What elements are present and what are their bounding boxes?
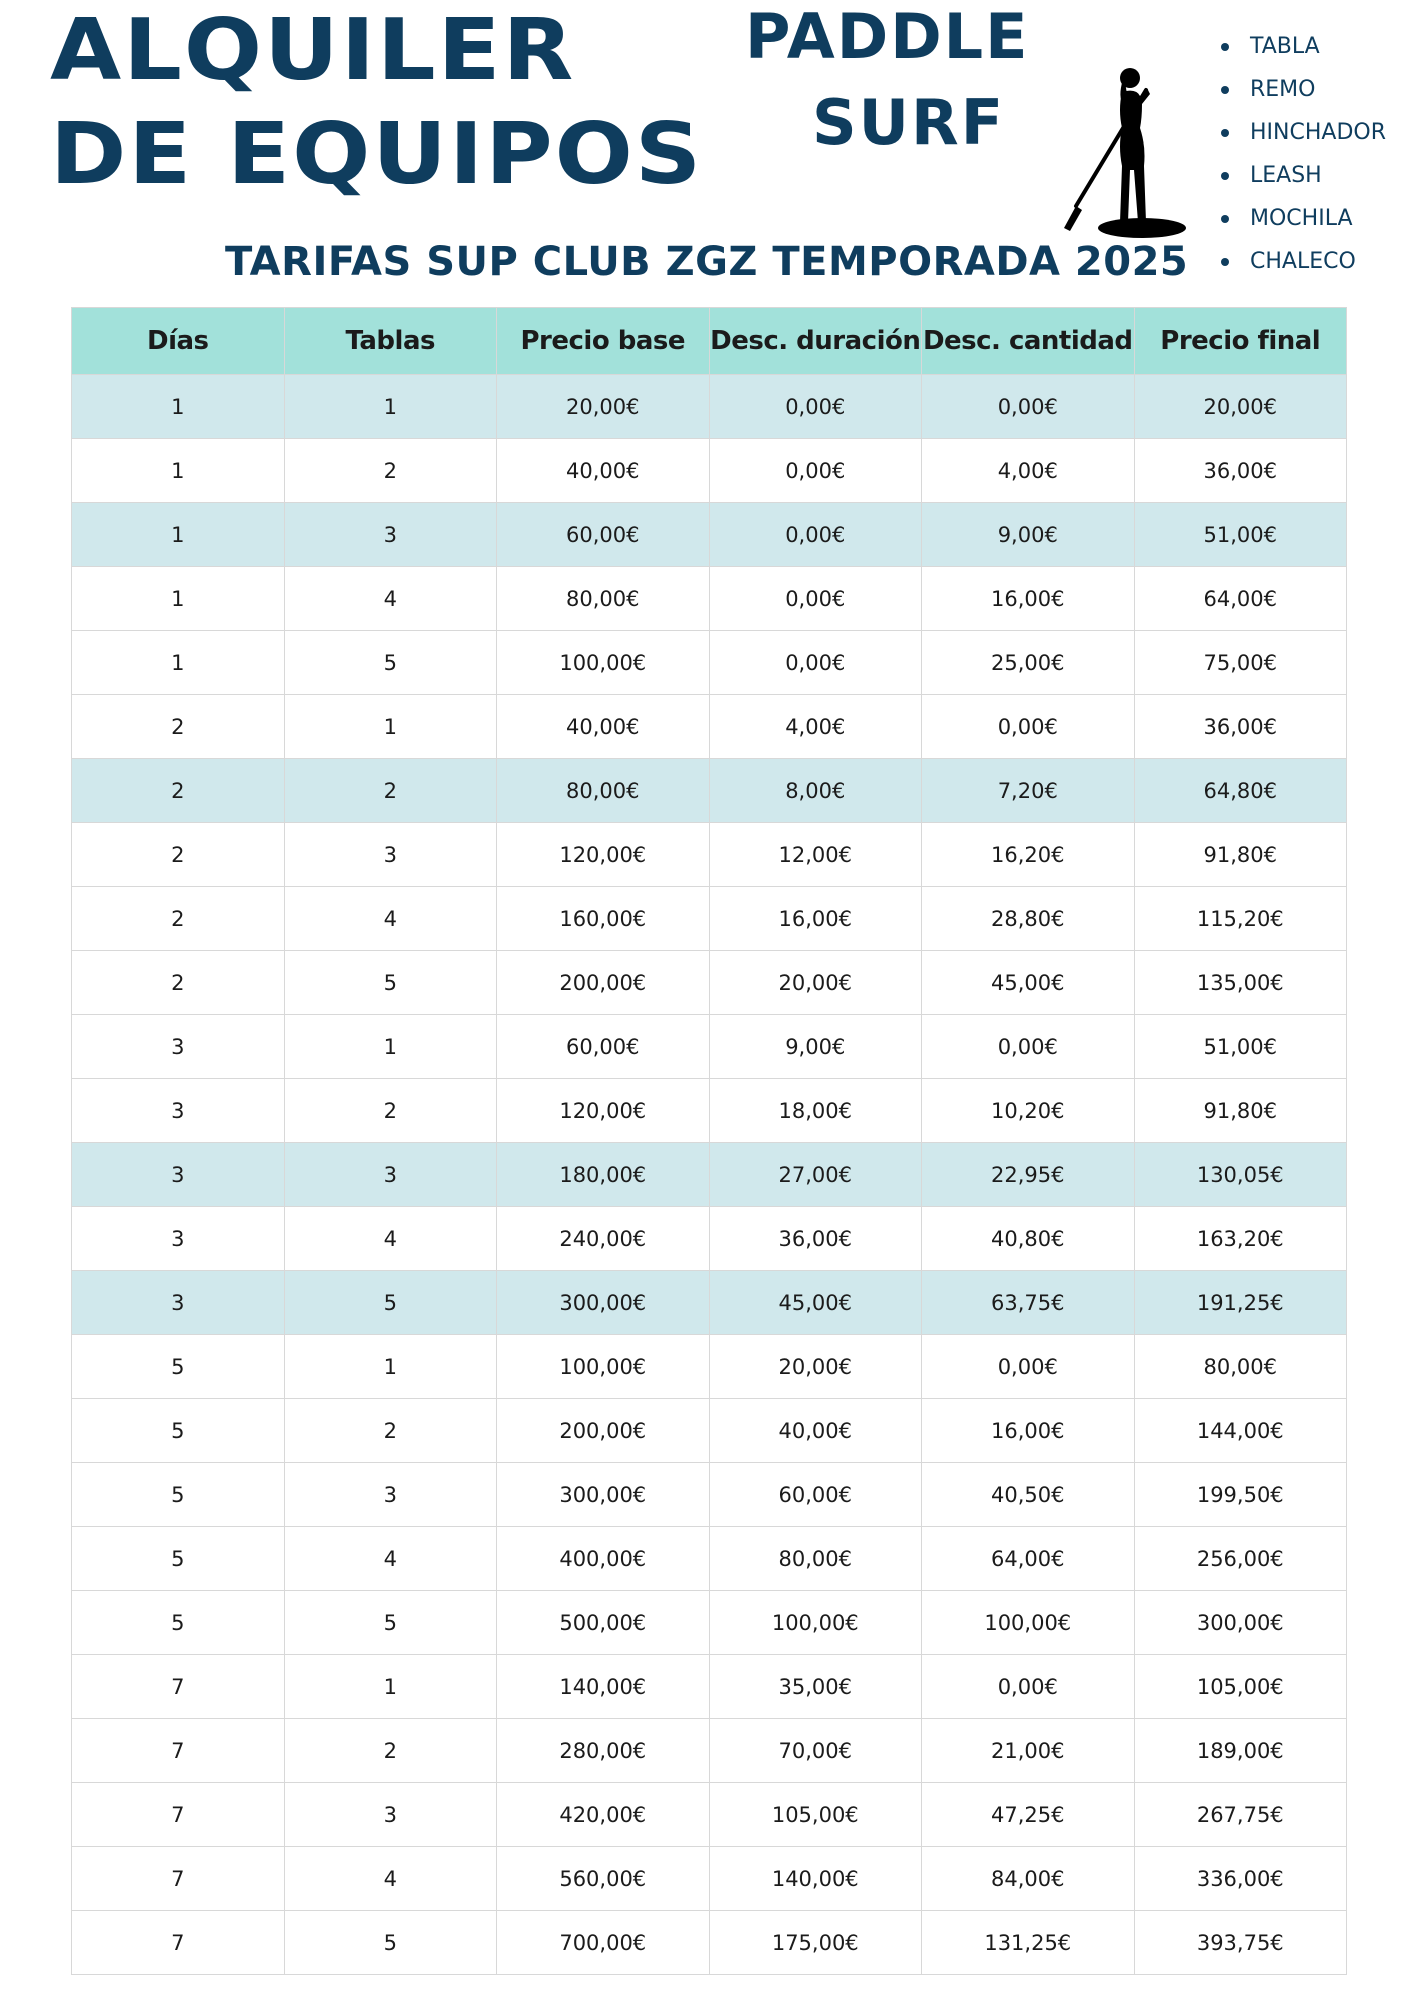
cell-desc-cantidad: 22,95€ [922, 1143, 1135, 1207]
col-header-precio-final: Precio final [1134, 308, 1347, 375]
cell-precio-base: 700,00€ [497, 1911, 710, 1975]
cell-desc-cantidad: 16,20€ [922, 823, 1135, 887]
cell-dias: 7 [72, 1719, 285, 1783]
cell-tablas: 2 [284, 1079, 497, 1143]
cell-desc-duracion: 140,00€ [709, 1847, 922, 1911]
cell-precio-base: 120,00€ [497, 1079, 710, 1143]
cell-precio-base: 300,00€ [497, 1271, 710, 1335]
cell-desc-cantidad: 45,00€ [922, 951, 1135, 1015]
cell-tablas: 2 [284, 759, 497, 823]
cell-desc-duracion: 18,00€ [709, 1079, 922, 1143]
cell-dias: 3 [72, 1143, 285, 1207]
cell-tablas: 4 [284, 887, 497, 951]
table-row [72, 1143, 1347, 1207]
paddle-heading: PADDLE [745, 0, 1030, 73]
cell-tablas: 1 [284, 695, 497, 759]
col-header-desc-cantidad: Desc. cantidad [922, 308, 1135, 375]
cell-precio-final: 189,00€ [1134, 1719, 1347, 1783]
cell-tablas: 4 [284, 1207, 497, 1271]
cell-desc-duracion: 27,00€ [709, 1143, 922, 1207]
cell-dias: 7 [72, 1655, 285, 1719]
cell-dias: 1 [72, 503, 285, 567]
equipment-item: TABLA [1218, 30, 1386, 73]
cell-desc-cantidad: 7,20€ [922, 759, 1135, 823]
cell-desc-cantidad: 84,00€ [922, 1847, 1135, 1911]
equipment-item: REMO [1218, 73, 1386, 116]
cell-dias: 3 [72, 1079, 285, 1143]
cell-desc-duracion: 0,00€ [709, 567, 922, 631]
cell-desc-cantidad: 25,00€ [922, 631, 1135, 695]
cell-dias: 3 [72, 1271, 285, 1335]
cell-precio-final: 267,75€ [1134, 1783, 1347, 1847]
cell-precio-base: 160,00€ [497, 887, 710, 951]
subtitle: TARIFAS SUP CLUB ZGZ TEMPORADA 2025 [225, 239, 1189, 285]
cell-desc-duracion: 0,00€ [709, 375, 922, 439]
cell-desc-duracion: 36,00€ [709, 1207, 922, 1271]
cell-desc-duracion: 105,00€ [709, 1783, 922, 1847]
cell-precio-base: 60,00€ [497, 503, 710, 567]
cell-desc-duracion: 16,00€ [709, 887, 922, 951]
cell-desc-duracion: 70,00€ [709, 1719, 922, 1783]
cell-tablas: 1 [284, 1015, 497, 1079]
cell-tablas: 5 [284, 1271, 497, 1335]
cell-precio-final: 191,25€ [1134, 1271, 1347, 1335]
cell-desc-cantidad: 47,25€ [922, 1783, 1135, 1847]
cell-tablas: 5 [284, 1591, 497, 1655]
cell-desc-cantidad: 9,00€ [922, 503, 1135, 567]
cell-precio-base: 140,00€ [497, 1655, 710, 1719]
cell-desc-duracion: 9,00€ [709, 1015, 922, 1079]
cell-dias: 5 [72, 1335, 285, 1399]
cell-precio-base: 100,00€ [497, 631, 710, 695]
paddle-surfer-icon [1058, 66, 1188, 246]
cell-dias: 2 [72, 951, 285, 1015]
cell-precio-final: 91,80€ [1134, 823, 1347, 887]
cell-precio-final: 115,20€ [1134, 887, 1347, 951]
table-row [72, 1527, 1347, 1591]
cell-desc-cantidad: 28,80€ [922, 887, 1135, 951]
cell-precio-final: 135,00€ [1134, 951, 1347, 1015]
cell-tablas: 1 [284, 1655, 497, 1719]
cell-dias: 1 [72, 631, 285, 695]
table-row [72, 1847, 1347, 1911]
cell-desc-duracion: 12,00€ [709, 823, 922, 887]
cell-tablas: 2 [284, 1719, 497, 1783]
cell-tablas: 4 [284, 1527, 497, 1591]
cell-precio-final: 336,00€ [1134, 1847, 1347, 1911]
cell-tablas: 1 [284, 1335, 497, 1399]
cell-precio-final: 51,00€ [1134, 503, 1347, 567]
table-row [72, 1911, 1347, 1975]
cell-desc-duracion: 40,00€ [709, 1399, 922, 1463]
cell-desc-duracion: 20,00€ [709, 1335, 922, 1399]
cell-desc-duracion: 100,00€ [709, 1591, 922, 1655]
cell-desc-cantidad: 0,00€ [922, 695, 1135, 759]
cell-desc-duracion: 35,00€ [709, 1655, 922, 1719]
cell-dias: 7 [72, 1911, 285, 1975]
cell-desc-cantidad: 16,00€ [922, 567, 1135, 631]
title-line-2: DE EQUIPOS [50, 104, 704, 204]
cell-precio-final: 91,80€ [1134, 1079, 1347, 1143]
cell-precio-final: 300,00€ [1134, 1591, 1347, 1655]
cell-desc-cantidad: 0,00€ [922, 1655, 1135, 1719]
cell-precio-final: 64,00€ [1134, 567, 1347, 631]
table-row [72, 503, 1347, 567]
cell-precio-base: 560,00€ [497, 1847, 710, 1911]
cell-tablas: 3 [284, 823, 497, 887]
table-row [72, 695, 1347, 759]
cell-precio-base: 400,00€ [497, 1527, 710, 1591]
cell-precio-final: 163,20€ [1134, 1207, 1347, 1271]
col-header-dias: Días [72, 308, 285, 375]
cell-precio-final: 144,00€ [1134, 1399, 1347, 1463]
cell-desc-cantidad: 100,00€ [922, 1591, 1135, 1655]
cell-desc-cantidad: 21,00€ [922, 1719, 1135, 1783]
table-row [72, 1655, 1347, 1719]
table-header-row [72, 308, 1347, 375]
cell-tablas: 3 [284, 1783, 497, 1847]
cell-desc-duracion: 60,00€ [709, 1463, 922, 1527]
cell-tablas: 3 [284, 1463, 497, 1527]
cell-precio-final: 20,00€ [1134, 375, 1347, 439]
cell-precio-final: 36,00€ [1134, 695, 1347, 759]
cell-precio-base: 120,00€ [497, 823, 710, 887]
table-row [72, 887, 1347, 951]
cell-precio-final: 80,00€ [1134, 1335, 1347, 1399]
cell-desc-cantidad: 40,50€ [922, 1463, 1135, 1527]
cell-dias: 1 [72, 375, 285, 439]
col-header-precio-base: Precio base [497, 308, 710, 375]
cell-precio-final: 256,00€ [1134, 1527, 1347, 1591]
cell-precio-base: 200,00€ [497, 1399, 710, 1463]
cell-tablas: 2 [284, 439, 497, 503]
cell-dias: 3 [72, 1207, 285, 1271]
cell-dias: 2 [72, 823, 285, 887]
cell-precio-final: 199,50€ [1134, 1463, 1347, 1527]
cell-precio-base: 280,00€ [497, 1719, 710, 1783]
table-row [72, 1207, 1347, 1271]
cell-dias: 2 [72, 887, 285, 951]
cell-precio-final: 393,75€ [1134, 1911, 1347, 1975]
cell-precio-base: 80,00€ [497, 759, 710, 823]
table-row [72, 1335, 1347, 1399]
cell-precio-final: 130,05€ [1134, 1143, 1347, 1207]
col-header-desc-duracion: Desc. duración [709, 308, 922, 375]
table-row [72, 759, 1347, 823]
equipment-list [1218, 30, 1386, 288]
cell-dias: 5 [72, 1463, 285, 1527]
cell-desc-duracion: 0,00€ [709, 439, 922, 503]
equipment-item: HINCHADOR [1218, 116, 1386, 159]
cell-desc-cantidad: 10,20€ [922, 1079, 1135, 1143]
table-row [72, 439, 1347, 503]
cell-desc-cantidad: 40,80€ [922, 1207, 1135, 1271]
cell-tablas: 1 [284, 375, 497, 439]
cell-desc-duracion: 175,00€ [709, 1911, 922, 1975]
cell-precio-base: 200,00€ [497, 951, 710, 1015]
cell-precio-base: 180,00€ [497, 1143, 710, 1207]
cell-tablas: 4 [284, 1847, 497, 1911]
cell-precio-base: 40,00€ [497, 695, 710, 759]
cell-desc-cantidad: 0,00€ [922, 375, 1135, 439]
cell-desc-cantidad: 0,00€ [922, 1335, 1135, 1399]
cell-desc-cantidad: 64,00€ [922, 1527, 1135, 1591]
cell-precio-base: 300,00€ [497, 1463, 710, 1527]
cell-tablas: 3 [284, 503, 497, 567]
cell-dias: 5 [72, 1399, 285, 1463]
cell-dias: 1 [72, 567, 285, 631]
table-row [72, 567, 1347, 631]
cell-tablas: 5 [284, 631, 497, 695]
cell-dias: 2 [72, 759, 285, 823]
cell-desc-cantidad: 63,75€ [922, 1271, 1135, 1335]
table-row [72, 1015, 1347, 1079]
title-line-1: ALQUILER [50, 0, 576, 100]
cell-precio-final: 105,00€ [1134, 1655, 1347, 1719]
table-row [72, 631, 1347, 695]
table-row [72, 951, 1347, 1015]
col-header-tablas: Tablas [284, 308, 497, 375]
cell-precio-final: 36,00€ [1134, 439, 1347, 503]
cell-desc-cantidad: 4,00€ [922, 439, 1135, 503]
rates-table [71, 307, 1347, 1975]
cell-desc-duracion: 80,00€ [709, 1527, 922, 1591]
surf-heading: SURF [812, 86, 1006, 159]
cell-precio-base: 20,00€ [497, 375, 710, 439]
cell-precio-final: 64,80€ [1134, 759, 1347, 823]
cell-tablas: 2 [284, 1399, 497, 1463]
equipment-item: MOCHILA [1218, 202, 1386, 245]
cell-precio-final: 51,00€ [1134, 1015, 1347, 1079]
cell-precio-base: 40,00€ [497, 439, 710, 503]
cell-dias: 3 [72, 1015, 285, 1079]
cell-dias: 5 [72, 1527, 285, 1591]
cell-dias: 1 [72, 439, 285, 503]
cell-dias: 7 [72, 1847, 285, 1911]
cell-tablas: 4 [284, 567, 497, 631]
table-row [72, 1719, 1347, 1783]
cell-tablas: 5 [284, 1911, 497, 1975]
equipment-item: CHALECO [1218, 245, 1386, 288]
cell-desc-duracion: 4,00€ [709, 695, 922, 759]
equipment-item: LEASH [1218, 159, 1386, 202]
cell-precio-final: 75,00€ [1134, 631, 1347, 695]
cell-dias: 7 [72, 1783, 285, 1847]
table-row [72, 1783, 1347, 1847]
table-row [72, 1079, 1347, 1143]
cell-desc-duracion: 45,00€ [709, 1271, 922, 1335]
cell-precio-base: 100,00€ [497, 1335, 710, 1399]
cell-tablas: 3 [284, 1143, 497, 1207]
cell-precio-base: 80,00€ [497, 567, 710, 631]
cell-desc-duracion: 20,00€ [709, 951, 922, 1015]
cell-tablas: 5 [284, 951, 497, 1015]
cell-dias: 2 [72, 695, 285, 759]
cell-desc-cantidad: 131,25€ [922, 1911, 1135, 1975]
table-row [72, 1399, 1347, 1463]
table-row [72, 1463, 1347, 1527]
cell-precio-base: 420,00€ [497, 1783, 710, 1847]
cell-desc-duracion: 8,00€ [709, 759, 922, 823]
cell-precio-base: 240,00€ [497, 1207, 710, 1271]
table-row [72, 1591, 1347, 1655]
cell-precio-base: 60,00€ [497, 1015, 710, 1079]
table-row [72, 375, 1347, 439]
cell-desc-cantidad: 16,00€ [922, 1399, 1135, 1463]
cell-precio-base: 500,00€ [497, 1591, 710, 1655]
table-row [72, 1271, 1347, 1335]
cell-desc-duracion: 0,00€ [709, 631, 922, 695]
cell-desc-cantidad: 0,00€ [922, 1015, 1135, 1079]
cell-dias: 5 [72, 1591, 285, 1655]
table-row [72, 823, 1347, 887]
cell-desc-duracion: 0,00€ [709, 503, 922, 567]
